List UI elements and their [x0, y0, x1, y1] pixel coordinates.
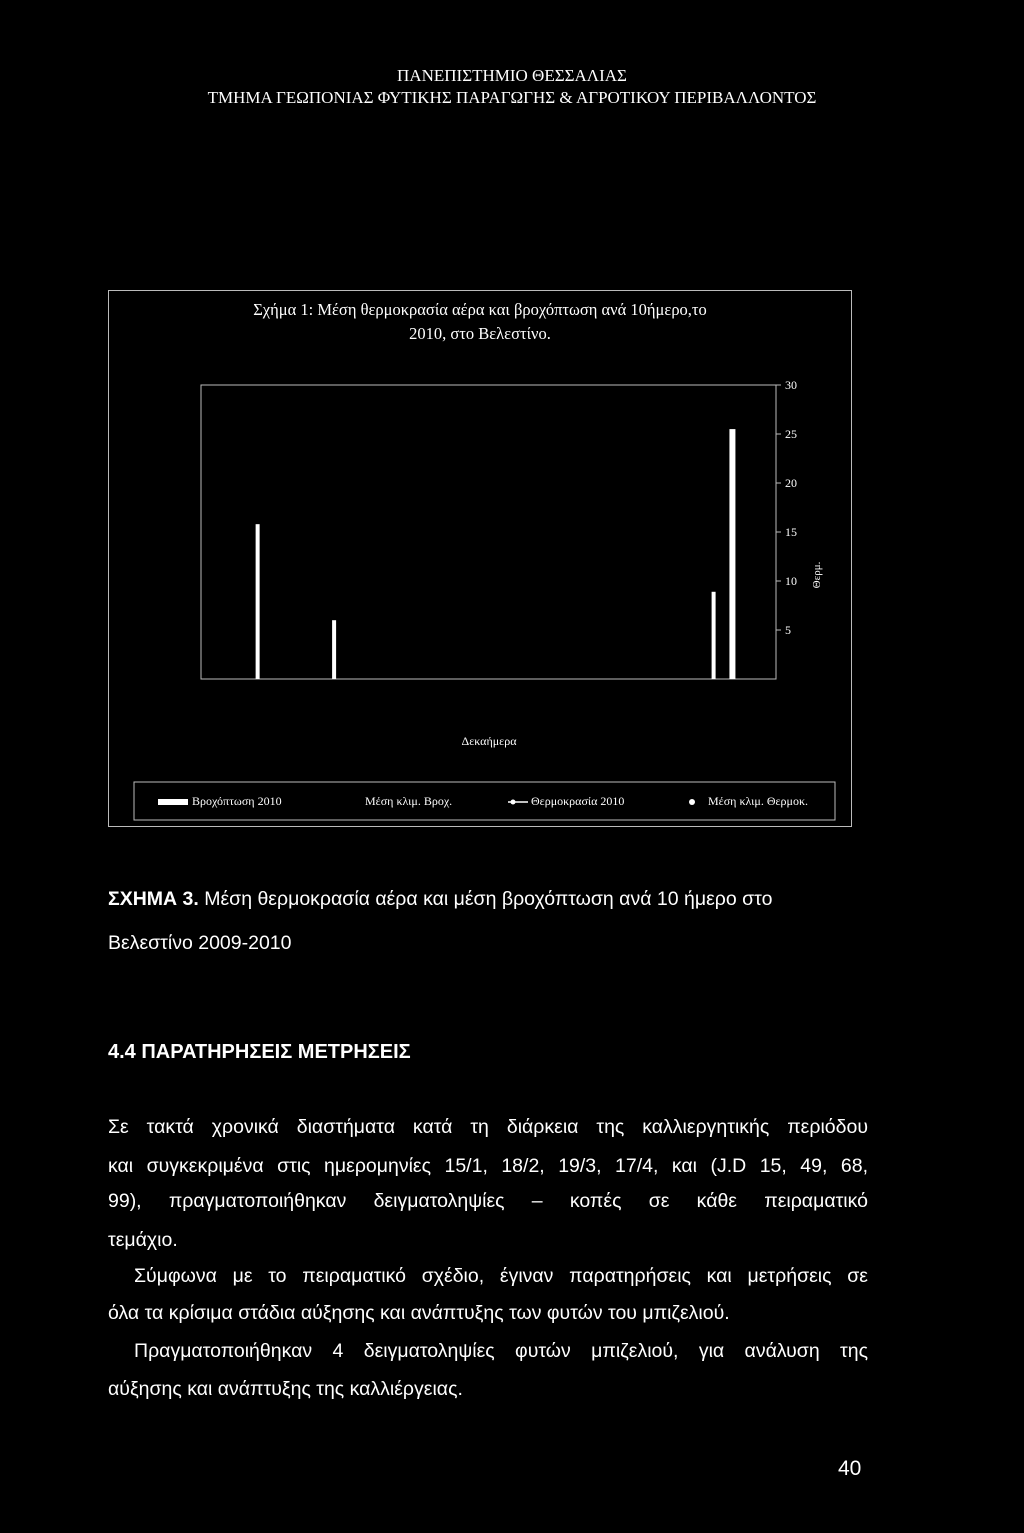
figure-3-caption-line2: Βελεστίνο 2009-2010	[108, 932, 292, 954]
legend-marker-clim-temp	[689, 799, 695, 805]
legend-label-rain: Βροχόπτωση 2010	[192, 794, 282, 808]
paragraph-3-line2: αύξησης και ανάπτυξης της καλλιέργειας.	[108, 1378, 463, 1400]
rain-bar-3	[712, 592, 716, 679]
y2-axis	[776, 378, 797, 637]
y2-tick-label-5: 5	[785, 623, 791, 637]
figure-caption-line2: 2010, στο Βελεστίνο.	[409, 324, 551, 343]
section-heading: 4.4 ΠΑΡΑΤΗΡΗΣΕΙΣ ΜΕΤΡΗΣΕΙΣ	[108, 1041, 411, 1063]
paragraph-2-line1: Σύμφωνα με το πειραματικό σχέδιο, έγιναν παρατηρήσεις και μετρήσεις σε	[134, 1265, 868, 1287]
legend	[158, 794, 808, 808]
legend-marker-temp	[511, 800, 516, 805]
page-number: 40	[838, 1457, 862, 1480]
rain-bar-4	[729, 429, 735, 679]
y2-axis-label: Θερμ.	[811, 561, 823, 589]
x-axis-label: Δεκαήμερα	[461, 734, 517, 748]
legend-label-temp: Θερμοκρασία 2010	[531, 794, 625, 808]
department-name: ΤΜΗΜΑ ΓΕΩΠΟΝΙΑΣ ΦΥΤΙΚΗΣ ΠΑΡΑΓΩΓΗΣ & ΑΓΡΟΤΙΚΟΥ ΠΕΡΙΒΑΛΛΟΝΤΟΣ	[207, 88, 817, 107]
legend-label-clim-temp: Μέση κλιμ. Θερμοκ.	[708, 794, 809, 808]
bars-group	[256, 429, 736, 679]
legend-label-clim-rain: Μέση κλιμ. Βροχ.	[365, 794, 453, 808]
paragraph-3-line1: Πραγματοποιήθηκαν 4 δειγματοληψίες φυτών μπιζελιού, για ανάλυση της	[134, 1340, 868, 1362]
y2-tick-label-20: 20	[785, 476, 797, 490]
y2-tick-label-30: 30	[785, 378, 797, 392]
paragraph-1-line2: και συγκεκριμένα στις ημερομηνίες 15/1, 18/2, 19/3, 17/4, και (J.D 15, 49, 68,	[108, 1155, 868, 1177]
figure-caption-line1: Σχήμα 1: Μέση θερμοκρασία αέρα και βροχόπτωση ανά 10ήμερο,το	[253, 300, 707, 319]
figure-3-caption	[108, 888, 888, 911]
rain-bar-1	[256, 524, 260, 679]
y2-tick-label-15: 15	[785, 525, 797, 539]
university-name: ΠΑΝΕΠΙΣΤΗΜΙΟ ΘΕΣΣΑΛΙΑΣ	[397, 66, 627, 85]
legend-swatch-rain	[158, 799, 188, 805]
y2-tick-label-25: 25	[785, 427, 797, 441]
figure-3-text: Μέση θερμοκρασία αέρα και μέση βροχόπτωση ανά 10 ήμερο στο	[204, 888, 773, 910]
plot-area	[201, 385, 776, 679]
paragraph-1-line3: 99), πραγματοποιήθηκαν δειγματοληψίες – κοπές σε κάθε πειραματικό	[108, 1190, 868, 1212]
paragraph-2-line2: όλα τα κρίσιμα στάδια αύξησης και ανάπτυξης των φυτών του μπιζελιού.	[108, 1302, 730, 1324]
y2-tick-label-10: 10	[785, 574, 797, 588]
rain-bar-2	[332, 620, 336, 679]
figure-3-label: ΣΧΗΜΑ 3.	[108, 888, 199, 910]
paragraph-1-line4: τεμάχιο.	[108, 1229, 178, 1251]
paragraph-1-line1: Σε τακτά χρονικά διαστήματα κατά τη διάρκεια της καλλιεργητικής περιόδου	[108, 1116, 868, 1138]
